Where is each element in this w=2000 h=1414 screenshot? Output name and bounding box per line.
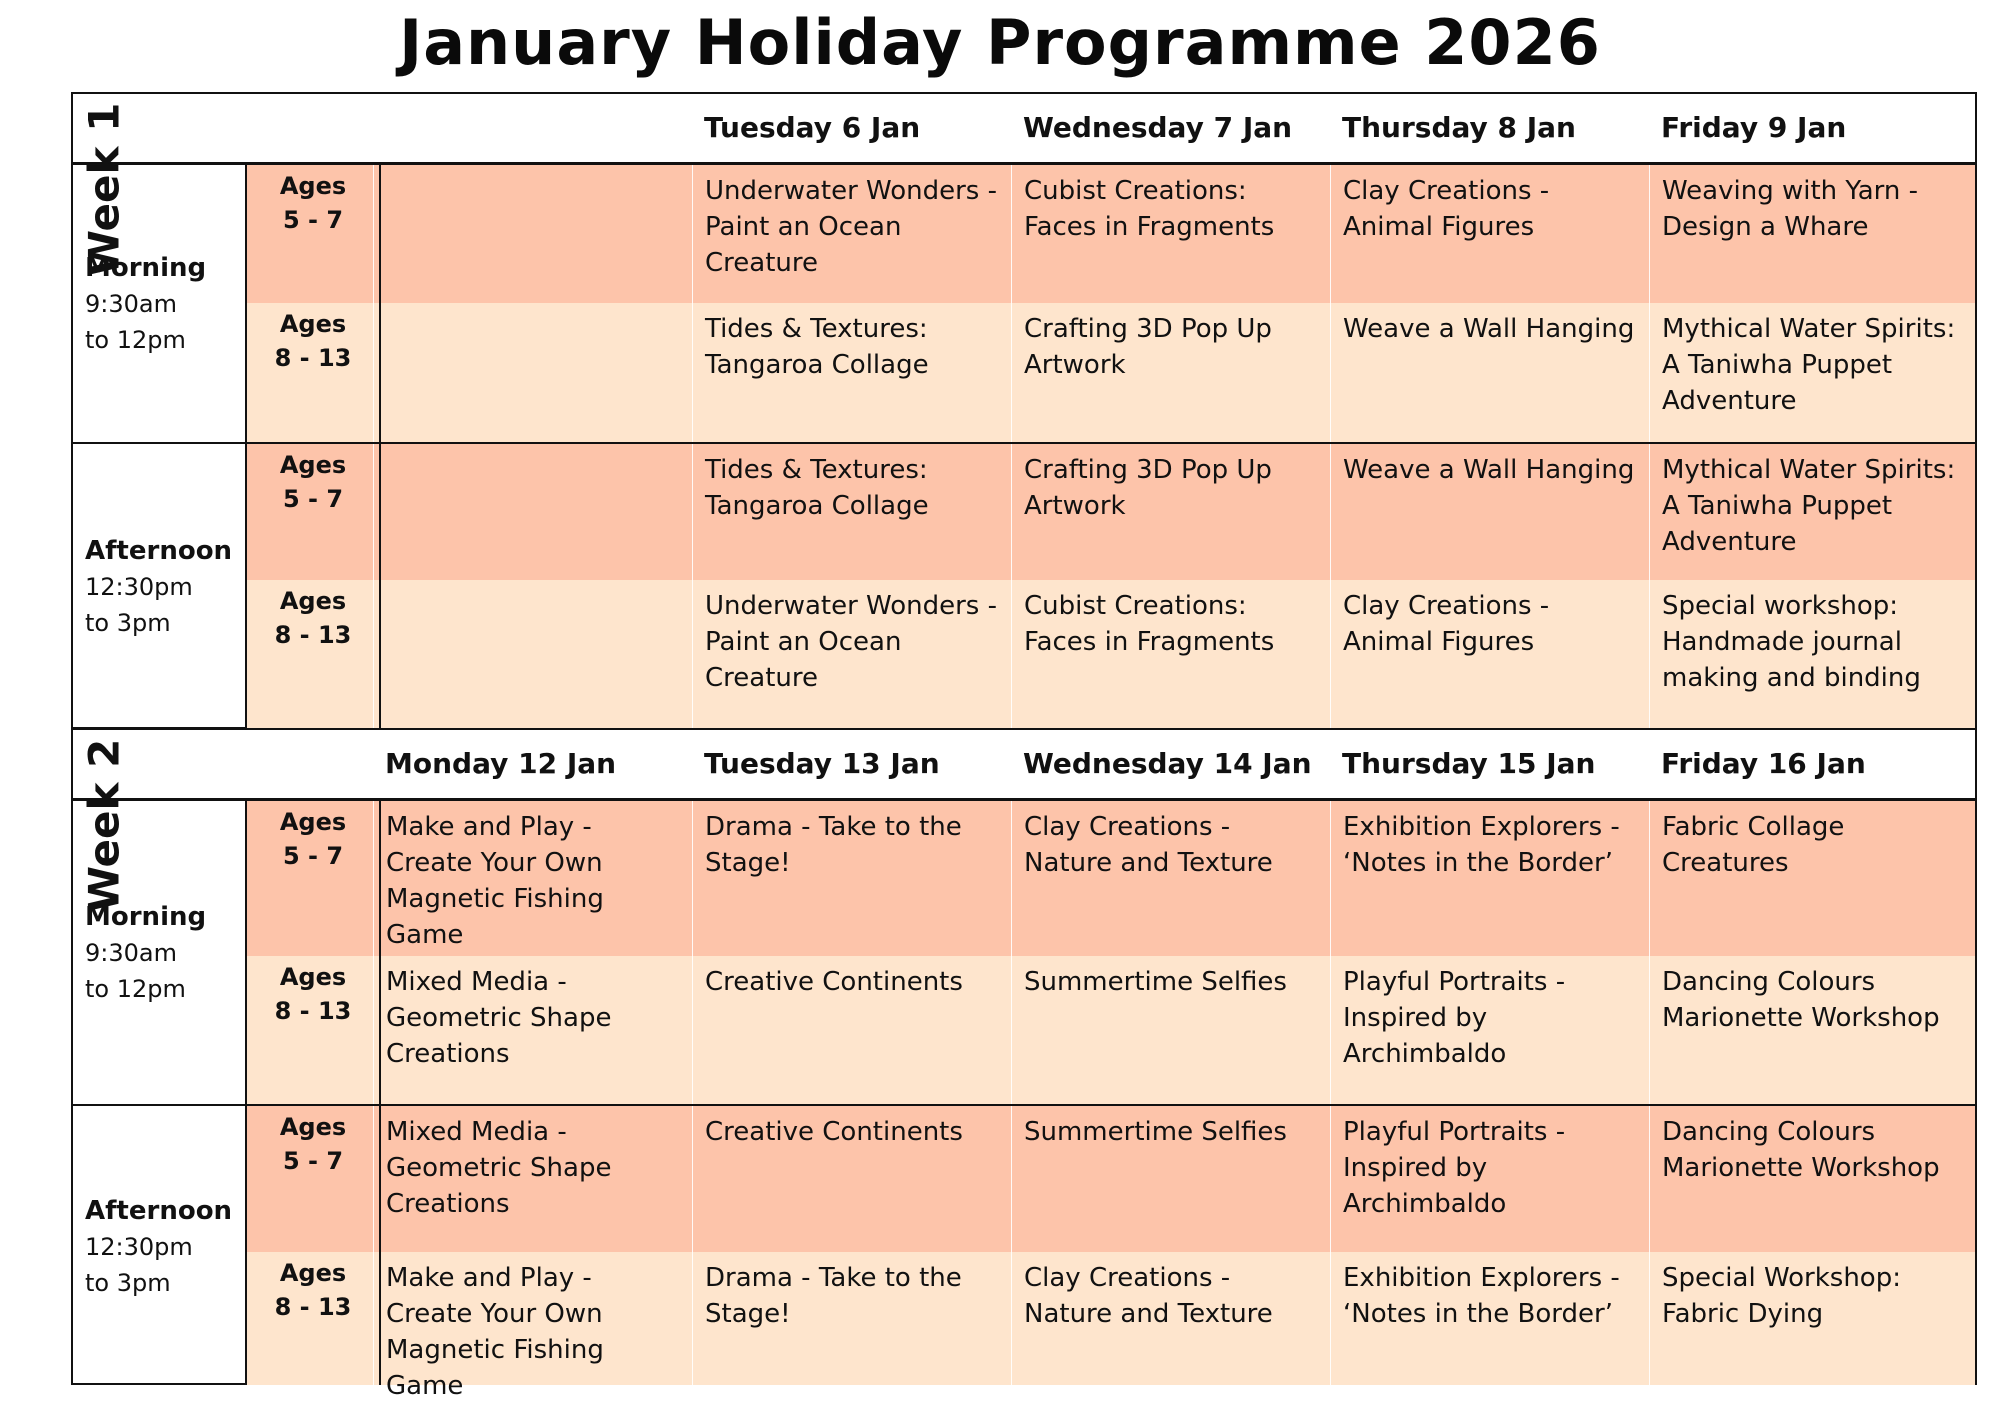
schedule-row: [247, 303, 1975, 442]
activity-cell: [373, 303, 692, 442]
schedule-row: [247, 1104, 1975, 1254]
activity-cell: Weave a Wall Hanging: [1330, 444, 1649, 582]
day-header: Tuesday 13 Jan: [704, 747, 940, 780]
day-header: Thursday 8 Jan: [1342, 111, 1576, 144]
session-morning: [73, 801, 247, 1104]
age-group-label: [247, 801, 381, 956]
age-range: 5 - 7: [282, 1147, 344, 1175]
activity-cell: Crafting 3D Pop Up Artwork: [1011, 444, 1330, 582]
age-label: Ages: [279, 587, 347, 615]
activity-cell: Make and Play - Create Your Own Magnetic Fishing Game: [373, 1252, 692, 1385]
age-range: 5 - 7: [282, 485, 344, 513]
session-time-end: to 3pm: [85, 1268, 171, 1297]
activity-cell: Special workshop: Handmade journal making and binding: [1649, 580, 1977, 728]
day-header: Monday 12 Jan: [385, 747, 617, 780]
activity-cell: Special Workshop: Fabric Dying: [1649, 1252, 1977, 1385]
session-morning: [73, 165, 247, 442]
activity-cell: Creative Continents: [692, 1106, 1011, 1254]
activity-cell: Underwater Wonders - Paint an Ocean Creature: [692, 580, 1011, 728]
age-range: 5 - 7: [282, 206, 344, 234]
activity-cell: Make and Play - Create Your Own Magnetic Fishing Game: [373, 801, 692, 956]
age-range: 8 - 13: [274, 344, 352, 372]
activity-cell: Exhibition Explorers - ‘Notes in the Border’: [1330, 1252, 1649, 1385]
activity-cell: Weave a Wall Hanging: [1330, 303, 1649, 442]
age-range: 8 - 13: [274, 621, 352, 649]
age-group-label: [247, 1252, 381, 1385]
session-afternoon: [73, 442, 247, 728]
age-label: Ages: [279, 451, 347, 479]
age-group-label: [247, 956, 381, 1104]
schedule-row: [247, 165, 1975, 303]
week-2-table: [71, 728, 1977, 1401]
age-range: 8 - 13: [274, 997, 352, 1025]
session-time-start: 12:30pm: [85, 573, 193, 601]
activity-cell: Underwater Wonders - Paint an Ocean Creature: [692, 165, 1011, 303]
session-name: Afternoon: [85, 1195, 233, 1226]
session-time-start: 12:30pm: [85, 1232, 193, 1261]
activity-cell: Cubist Creations: Faces in Fragments: [1011, 165, 1330, 303]
activity-cell: Cubist Creations: Faces in Fragments: [1011, 580, 1330, 728]
age-label: Ages: [279, 310, 347, 338]
session-name: Afternoon: [85, 536, 233, 566]
age-label: Ages: [279, 963, 347, 991]
age-group-label: [247, 580, 381, 728]
activity-cell: Clay Creations - Animal Figures: [1330, 580, 1649, 728]
page-title: January Holiday Programme 2026: [399, 6, 1601, 79]
activity-cell: [373, 580, 692, 728]
day-header: [373, 94, 692, 162]
activity-cell: Summertime Selfies: [1011, 1106, 1330, 1254]
activity-cell: Exhibition Explorers - ‘Notes in the Border’: [1330, 801, 1649, 956]
activity-cell: Clay Creations - Nature and Texture: [1011, 801, 1330, 956]
schedule-row: [247, 442, 1975, 582]
age-group-label: [247, 165, 381, 303]
age-label: Ages: [279, 1259, 347, 1287]
activity-cell: Drama - Take to the Stage!: [692, 1252, 1011, 1385]
activity-cell: Crafting 3D Pop Up Artwork: [1011, 303, 1330, 442]
age-range: 5 - 7: [282, 842, 344, 870]
activity-cell: Dancing Colours Marionette Workshop: [1649, 956, 1977, 1104]
day-header: Wednesday 14 Jan: [1023, 747, 1312, 780]
activity-cell: Playful Portraits - Inspired by Archimbaldo: [1330, 956, 1649, 1104]
activity-cell: Clay Creations - Animal Figures: [1330, 165, 1649, 303]
day-header-row: [73, 730, 1975, 801]
age-label: Ages: [279, 808, 347, 836]
activity-cell: Playful Portraits - Inspired by Archimbaldo: [1330, 1106, 1649, 1254]
schedule-row: [247, 580, 1975, 728]
day-header: Friday 9 Jan: [1661, 111, 1847, 144]
activity-cell: Mythical Water Spirits: A Taniwha Puppet Adventure: [1649, 303, 1977, 442]
schedule-row: [247, 1252, 1975, 1401]
day-header-row: [73, 94, 1975, 165]
week-label: Week 1: [79, 102, 129, 277]
activity-cell: [373, 444, 692, 582]
activity-cell: Clay Creations - Nature and Texture: [1011, 1252, 1330, 1385]
activity-cell: Tides & Textures: Tangaroa Collage: [692, 444, 1011, 582]
activity-cell: Creative Continents: [692, 956, 1011, 1104]
activity-cell: Tides & Textures: Tangaroa Collage: [692, 303, 1011, 442]
activity-cell: Mixed Media - Geometric Shape Creations: [373, 1106, 692, 1254]
session-name: Morning: [85, 901, 207, 932]
day-header: Friday 16 Jan: [1661, 747, 1866, 780]
activity-cell: Dancing Colours Marionette Workshop: [1649, 1106, 1977, 1254]
session-time-start: 9:30am: [85, 938, 177, 967]
session-time-start: 9:30am: [85, 289, 177, 318]
week-1-table: [71, 92, 1977, 729]
week-label: Week 2: [79, 738, 129, 913]
schedule-row: [247, 956, 1975, 1104]
activity-cell: Fabric Collage Creatures: [1649, 801, 1977, 956]
activity-cell: Weaving with Yarn - Design a Whare: [1649, 165, 1977, 303]
age-range: 8 - 13: [274, 1293, 352, 1321]
activity-cell: Summertime Selfies: [1011, 956, 1330, 1104]
schedule-row: [247, 801, 1975, 956]
session-afternoon: [73, 1104, 247, 1385]
age-label: Ages: [279, 172, 347, 200]
session-time-end: to 3pm: [85, 609, 171, 637]
activity-cell: Mixed Media - Geometric Shape Creations: [373, 956, 692, 1104]
activity-cell: Drama - Take to the Stage!: [692, 801, 1011, 956]
day-header: Wednesday 7 Jan: [1023, 111, 1293, 144]
day-header: Tuesday 6 Jan: [704, 111, 921, 144]
activity-cell: Mythical Water Spirits: A Taniwha Puppet Adventure: [1649, 444, 1977, 582]
age-label: Ages: [279, 1113, 347, 1141]
session-time-end: to 12pm: [85, 325, 186, 354]
session-name: Morning: [85, 252, 207, 283]
age-group-label: [247, 444, 381, 582]
age-group-label: [247, 303, 381, 442]
age-group-label: [247, 1106, 381, 1254]
activity-cell: [373, 165, 692, 303]
session-time-end: to 12pm: [85, 974, 186, 1003]
day-header: Thursday 15 Jan: [1342, 747, 1596, 780]
